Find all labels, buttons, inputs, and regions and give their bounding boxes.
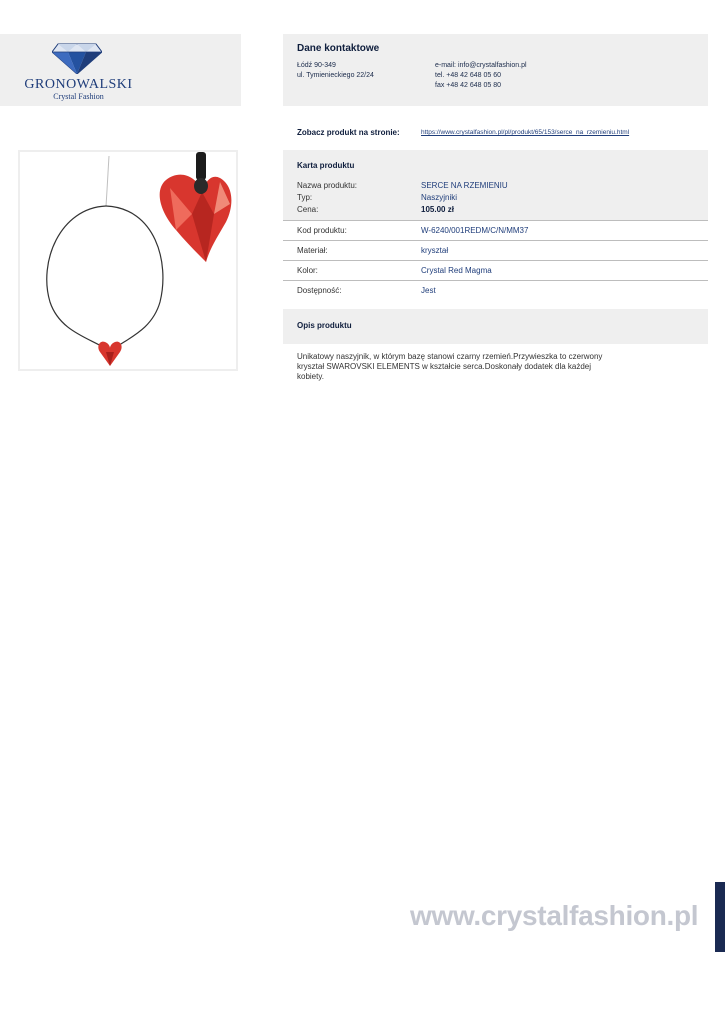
- color-value: Crystal Red Magma: [421, 266, 492, 275]
- footer-website: www.crystalfashion.pl: [410, 900, 699, 931]
- divider: [283, 240, 708, 241]
- divider: [283, 220, 708, 221]
- contact-panel: [283, 34, 708, 106]
- diamond-icon: [52, 40, 102, 74]
- availability-value: Jest: [421, 286, 436, 295]
- availability-label: Dostępność:: [297, 286, 342, 295]
- name-value: SERCE NA RZEMIENIU: [421, 181, 508, 190]
- type-label: Typ:: [297, 193, 313, 202]
- contact-email[interactable]: e-mail: info@crystalfashion.pl: [435, 62, 527, 69]
- code-value: W-6240/001REDM/C/N/MM37: [421, 226, 529, 235]
- color-label: Kolor:: [297, 266, 318, 275]
- contact-title: Dane kontaktowe: [297, 43, 380, 54]
- price-value: 105.00 zł: [421, 205, 454, 214]
- type-value: Naszyjniki: [421, 193, 458, 202]
- see-product-label: Zobacz produkt na stronie:: [297, 128, 400, 137]
- description-title: Opis produktu: [297, 321, 352, 330]
- code-label: Kod produktu:: [297, 226, 347, 235]
- price-label: Cena:: [297, 205, 319, 214]
- description-header: [283, 309, 708, 344]
- footer-accent-bar: [715, 882, 725, 952]
- contact-address-line1: Łódź 90-349: [297, 62, 336, 69]
- name-label: Nazwa produktu:: [297, 181, 358, 190]
- logo-panel: [0, 34, 241, 106]
- product-photo: [18, 150, 238, 371]
- contact-fax: fax +48 42 648 05 80: [435, 82, 501, 89]
- product-card-header: [283, 150, 708, 220]
- contact-phone: tel. +48 42 648 05 60: [435, 72, 501, 79]
- product-card-title: Karta produktu: [297, 161, 355, 170]
- contact-address-line2: ul. Tymienieckiego 22/24: [297, 72, 374, 79]
- description-text: Unikatowy naszyjnik, w którym bazę stanowi czarny rzemień.Przywieszka to czerwony kryształ SWAROVSKI ELEMENTS w kształcie serca.Doskonały dodatek dla każdej kobiety.: [297, 352, 603, 381]
- logo-tagline: Crystal Fashion: [53, 92, 104, 101]
- material-label: Materiał:: [297, 246, 328, 255]
- product-url-link[interactable]: https://www.crystalfashion.pl/pl/produkt/65/153/serce_na_rzemieniu.html: [421, 129, 630, 136]
- divider: [283, 280, 708, 281]
- divider: [283, 260, 708, 261]
- logo-brand-name: GRONOWALSKI: [24, 77, 133, 92]
- necklace-image: [20, 152, 236, 369]
- material-value: kryształ: [421, 246, 449, 255]
